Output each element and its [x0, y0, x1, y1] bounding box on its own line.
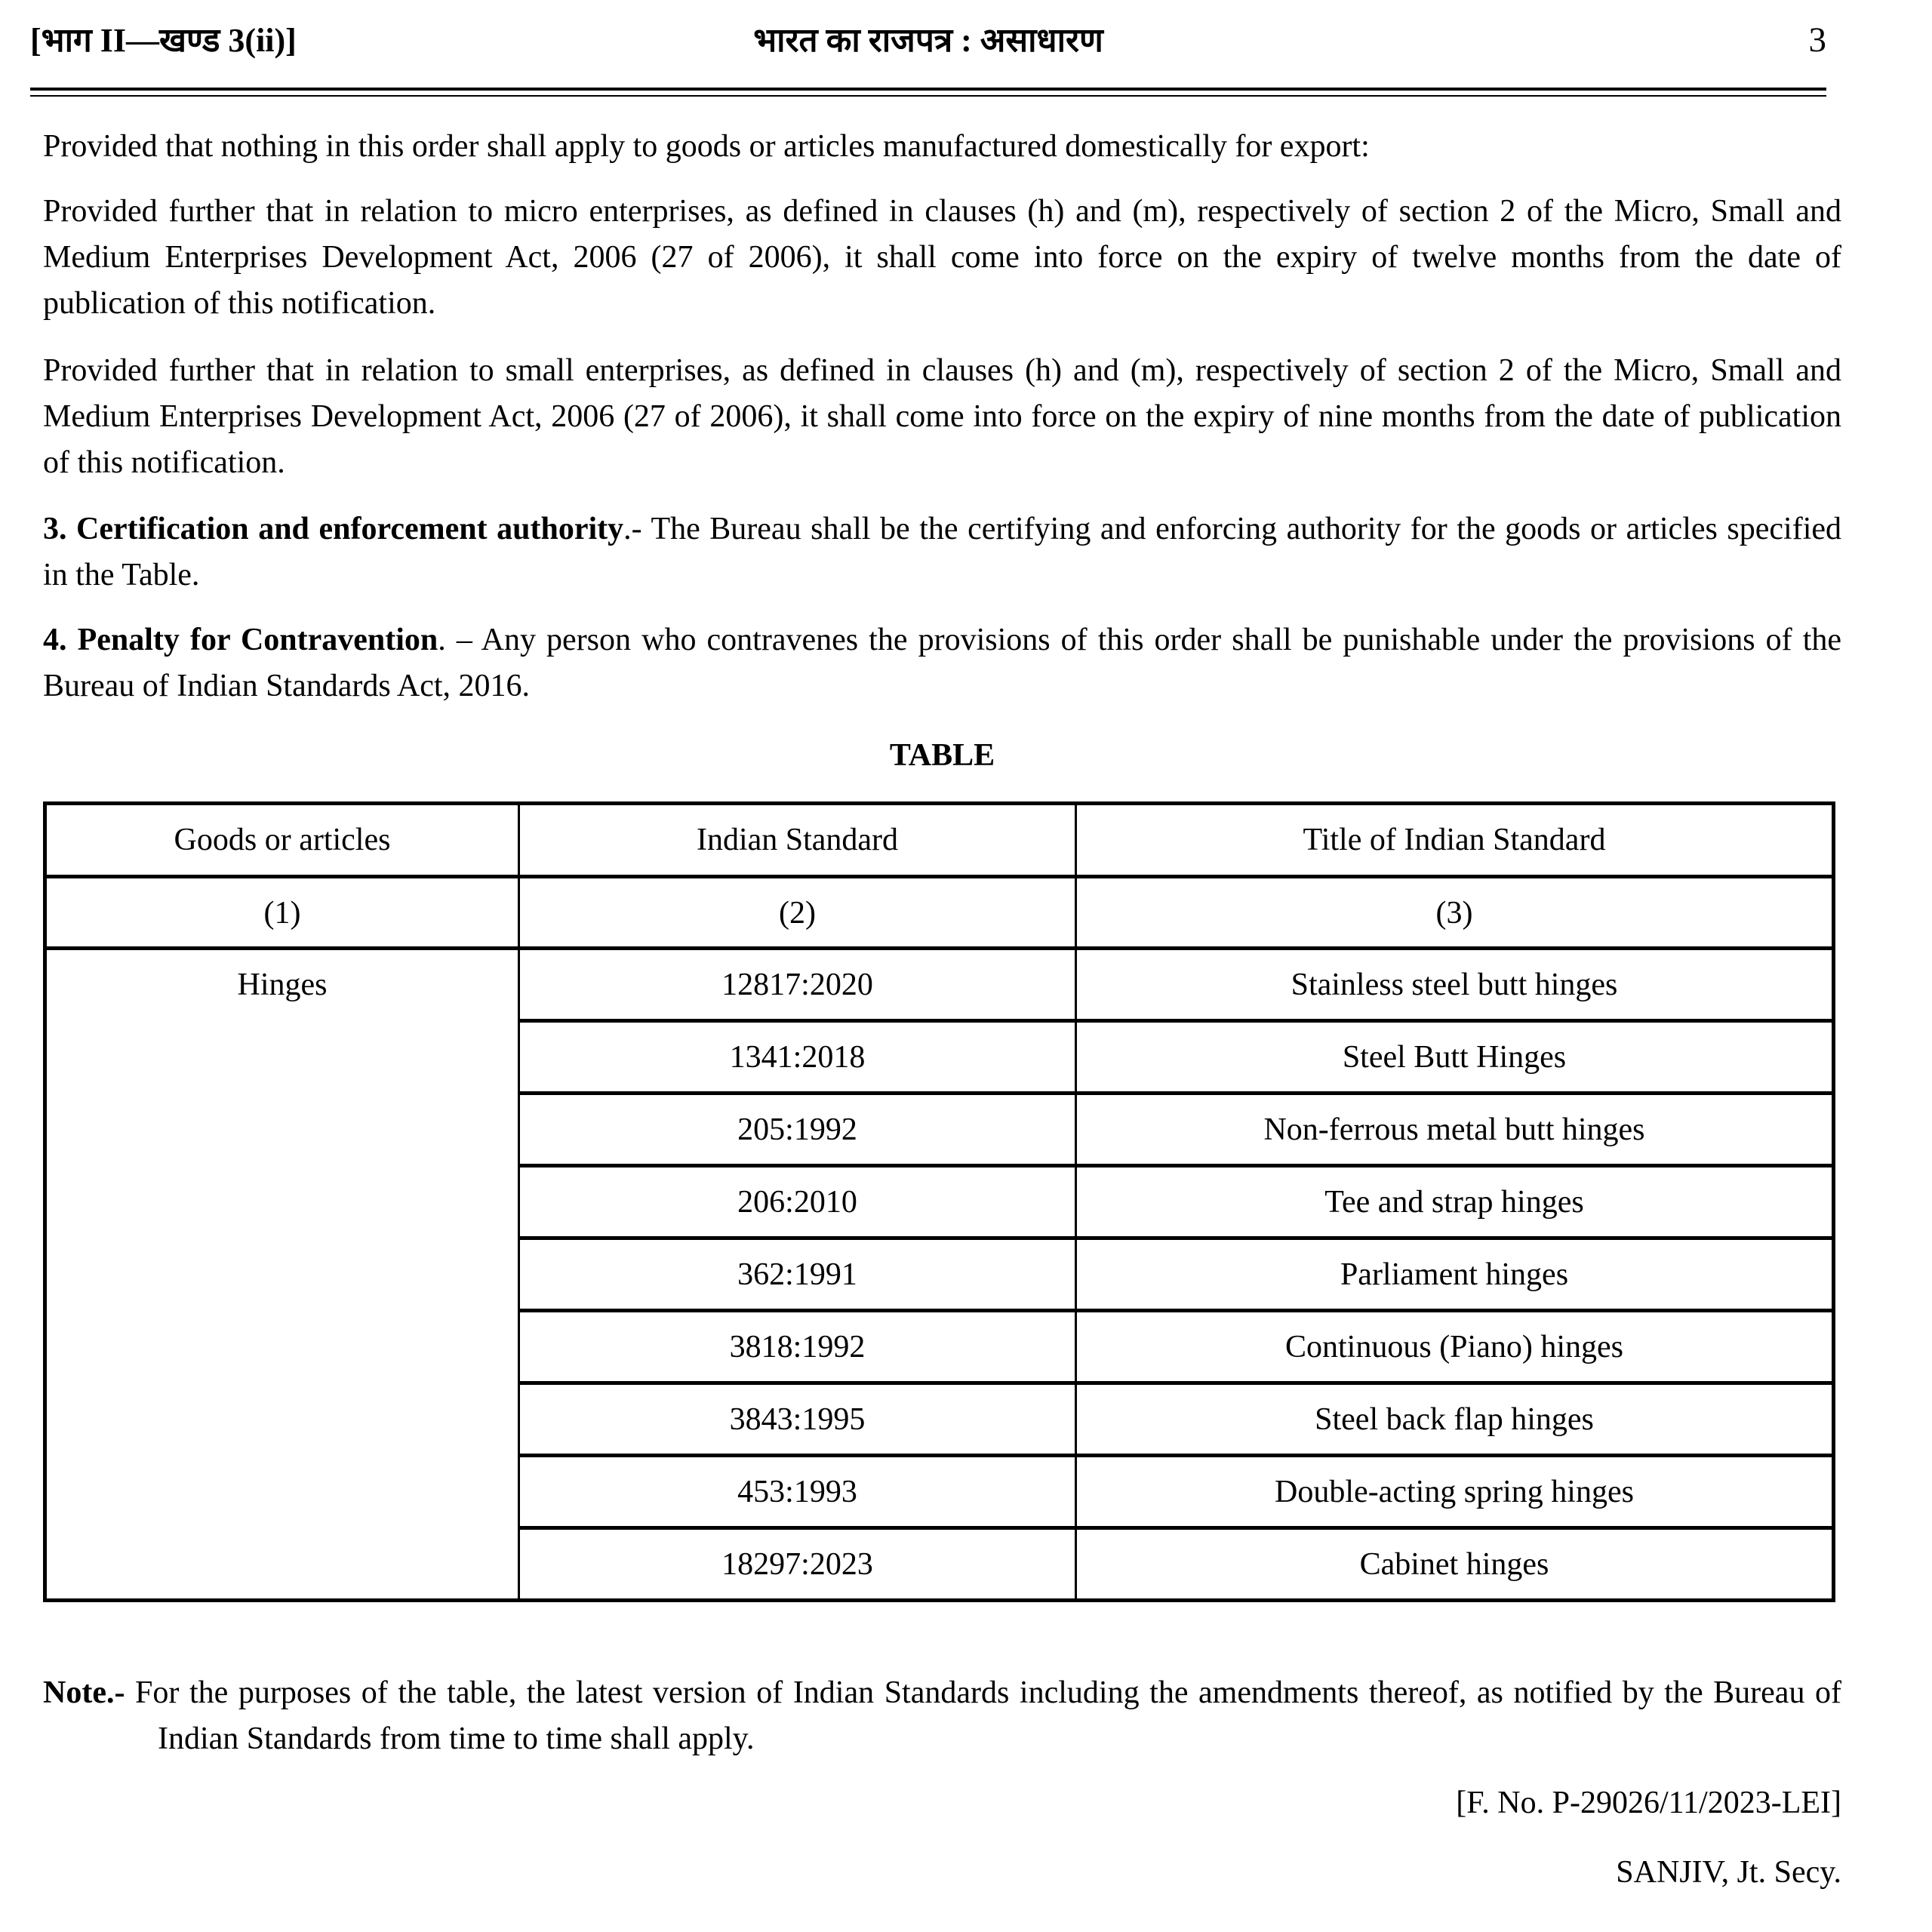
note-paragraph	[43, 1670, 1841, 1762]
gazette-title: भारत का राजपत्र : असाधारण	[753, 22, 1103, 59]
col-header-title: Title of Indian Standard	[1076, 804, 1834, 877]
section-4-text: . – Any person who contravenes the provisions of this order shall be punishable under the provisions of the Bureau of Indian Standards Act, 2016.	[43, 623, 1842, 703]
section-4-heading: 4. Penalty for Contravention	[43, 623, 438, 657]
header-double-rule	[30, 88, 1826, 97]
column-number-row	[45, 877, 1834, 949]
section-penalty	[43, 617, 1841, 709]
col-header-goods: Goods or articles	[45, 804, 519, 877]
standard-cell: 206:2010	[519, 1166, 1076, 1238]
standard-cell: 205:1992	[519, 1094, 1076, 1166]
standard-cell: 18297:2023	[519, 1528, 1076, 1601]
title-cell: Cabinet hinges	[1076, 1528, 1834, 1601]
title-cell: Steel Butt Hinges	[1076, 1021, 1834, 1094]
standards-table	[43, 801, 1835, 1602]
table-header-row	[45, 804, 1834, 877]
signatory: SANJIV, Jt. Secy.	[1616, 1855, 1841, 1890]
title-cell: Double-acting spring hinges	[1076, 1456, 1834, 1528]
proviso-small-enterprises: Provided further that in relation to small enterprises, as defined in clauses (h) and (m), respectively of section 2 of the Micro, Small and Medium Enterprises Development Act, 2006 (27 of 2006), it shall come into force on the expiry of nine months from the date of publication of this notification.	[43, 353, 1841, 480]
standard-cell: 3843:1995	[519, 1383, 1076, 1456]
proviso-export: Provided that nothing in this order shall apply to goods or articles manufactured domestically for export:	[43, 129, 1370, 164]
col-number-2: (2)	[519, 877, 1076, 949]
title-cell: Stainless steel butt hinges	[1076, 949, 1834, 1021]
standard-cell: 453:1993	[519, 1456, 1076, 1528]
col-header-standard: Indian Standard	[519, 804, 1076, 877]
rule-bottom	[30, 95, 1826, 97]
title-cell: Non-ferrous metal butt hinges	[1076, 1094, 1834, 1166]
standard-cell: 3818:1992	[519, 1311, 1076, 1383]
standard-cell: 362:1991	[519, 1238, 1076, 1311]
title-cell: Steel back flap hinges	[1076, 1383, 1834, 1456]
standard-cell: 12817:2020	[519, 949, 1076, 1021]
title-cell: Parliament hinges	[1076, 1238, 1834, 1311]
table-row	[45, 949, 1834, 1021]
page-number: 3	[1808, 20, 1826, 60]
note-text: For the purposes of the table, the latest version of Indian Standards including the amendments thereof, as notified by the Bureau of Indian Standards from time to time shall apply.	[135, 1675, 1842, 1756]
section-certification	[43, 506, 1841, 598]
title-cell: Tee and strap hinges	[1076, 1166, 1834, 1238]
file-number: [F. No. P-29026/11/2023-LEI]	[1456, 1786, 1841, 1820]
note-label: Note.-	[43, 1675, 125, 1710]
title-cell: Continuous (Piano) hinges	[1076, 1311, 1834, 1383]
part-section-label: [भाग II—खण्ड 3(ii)]	[30, 22, 297, 59]
table-title: TABLE	[889, 738, 995, 773]
col-number-3: (3)	[1076, 877, 1834, 949]
standard-cell: 1341:2018	[519, 1021, 1076, 1094]
proviso-micro-enterprises: Provided further that in relation to micro enterprises, as defined in clauses (h) and (m), respectively of section 2 of the Micro, Small and Medium Enterprises Development Act, 2006 (27 of 2006), it shall come into force on the expiry of twelve months from the date of publication of this notification.	[43, 194, 1841, 321]
rule-top	[30, 88, 1826, 91]
goods-cell-hinges: Hinges	[45, 949, 519, 1601]
running-head	[30, 17, 1826, 63]
section-3-text: .- The Bureau shall be the certifying and enforcing authority for the goods or articles specified in the Table.	[43, 512, 1842, 592]
col-number-1: (1)	[45, 877, 519, 949]
section-3-heading: 3. Certification and enforcement authority	[43, 512, 624, 546]
